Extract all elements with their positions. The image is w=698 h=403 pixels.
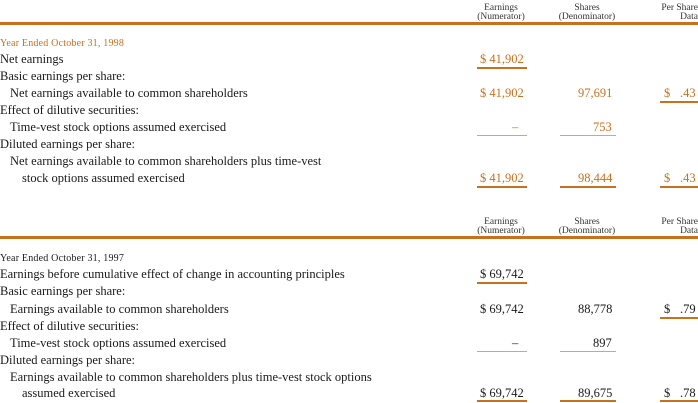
header-shares-label: Shares	[574, 3, 600, 13]
row-label: Earnings available to common shareholders	[10, 302, 229, 316]
header-earnings-1997	[474, 218, 528, 236]
row-label: Effect of dilutive securities:	[0, 319, 139, 333]
shares-value: 97,691	[578, 86, 613, 100]
underline	[560, 351, 616, 352]
header-earnings-1998	[474, 4, 528, 22]
underline	[477, 135, 527, 136]
earnings-value: $ 69,742	[480, 267, 524, 281]
row-label: Basic earnings per share:	[0, 69, 126, 83]
row-label: Time-vest stock options assumed exercised	[10, 120, 227, 134]
per-share-symbol: $	[664, 171, 671, 185]
shares-value: 897	[593, 336, 612, 350]
header-per-share-label: Per Share	[661, 217, 698, 227]
header-earnings-sub: (Numerator)	[477, 12, 525, 22]
per-share-value: .79	[680, 302, 696, 316]
shares-value: 753	[593, 120, 612, 134]
underline	[660, 317, 698, 319]
header-per-share-1998	[640, 4, 698, 22]
earnings-value: –	[512, 120, 519, 134]
per-share-value: .78	[680, 386, 696, 400]
underline	[477, 67, 527, 69]
shares-value: 89,675	[578, 386, 613, 400]
header-shares-1998	[555, 4, 619, 22]
header-per-share-label: Per Share	[661, 3, 698, 13]
header-rule-1998	[0, 22, 698, 25]
row-label: stock options assumed exercised	[22, 171, 185, 185]
header-per-share-sub: Data	[680, 12, 698, 22]
row-label: Basic earnings per share:	[0, 284, 126, 298]
underline	[560, 400, 616, 402]
header-shares-sub: (Denominator)	[558, 12, 616, 22]
header-per-share-sub: Data	[680, 226, 698, 236]
row-label: Time-vest stock options assumed exercised	[10, 336, 227, 350]
underline	[477, 186, 527, 188]
shares-value: 88,778	[578, 302, 613, 316]
header-earnings-label: Earnings	[484, 217, 518, 227]
underline	[660, 101, 698, 103]
underline	[660, 186, 698, 188]
header-earnings-label: Earnings	[484, 3, 518, 13]
underline	[560, 135, 616, 136]
header-earnings-sub: (Numerator)	[477, 226, 525, 236]
row-label: assumed exercised	[22, 386, 116, 400]
row-label: Net earnings	[0, 52, 64, 66]
row-label: Earnings before cumulative effect of change in accounting principles	[0, 267, 345, 281]
per-share-value: .43	[680, 171, 696, 185]
per-share-symbol: $	[664, 386, 671, 400]
row-label: Diluted earnings per share:	[0, 137, 136, 151]
row-label: Effect of dilutive securities:	[0, 103, 139, 117]
earnings-value: –	[512, 336, 519, 350]
underline	[477, 400, 527, 402]
earnings-value: $ 41,902	[480, 171, 524, 185]
row-label: Earnings available to common shareholders plus time-vest stock options	[10, 370, 372, 384]
per-share-value: .43	[680, 86, 696, 100]
underline	[560, 186, 616, 188]
section-title-1997: Year Ended October 31, 1997	[0, 253, 125, 264]
header-rule-1997	[0, 236, 698, 239]
earnings-value: $ 69,742	[480, 302, 524, 316]
earnings-value: $ 41,902	[480, 52, 524, 66]
row-label: Net earnings available to common shareholders	[10, 86, 248, 100]
header-shares-sub: (Denominator)	[558, 226, 616, 236]
underline	[660, 400, 698, 402]
row-label: Diluted earnings per share:	[0, 353, 136, 367]
row-label: Net earnings available to common shareholders plus time-vest	[10, 154, 322, 168]
per-share-symbol: $	[664, 302, 671, 316]
earnings-value: $ 41,902	[480, 86, 524, 100]
per-share-symbol: $	[664, 86, 671, 100]
header-per-share-1997	[640, 218, 698, 236]
underline	[477, 282, 527, 284]
header-shares-1997	[555, 218, 619, 236]
header-shares-label: Shares	[574, 217, 600, 227]
underline	[477, 351, 527, 352]
shares-value: 98,444	[578, 171, 613, 185]
earnings-value: $ 69,742	[480, 386, 524, 400]
section-title-1998: Year Ended October 31, 1998	[0, 38, 125, 49]
